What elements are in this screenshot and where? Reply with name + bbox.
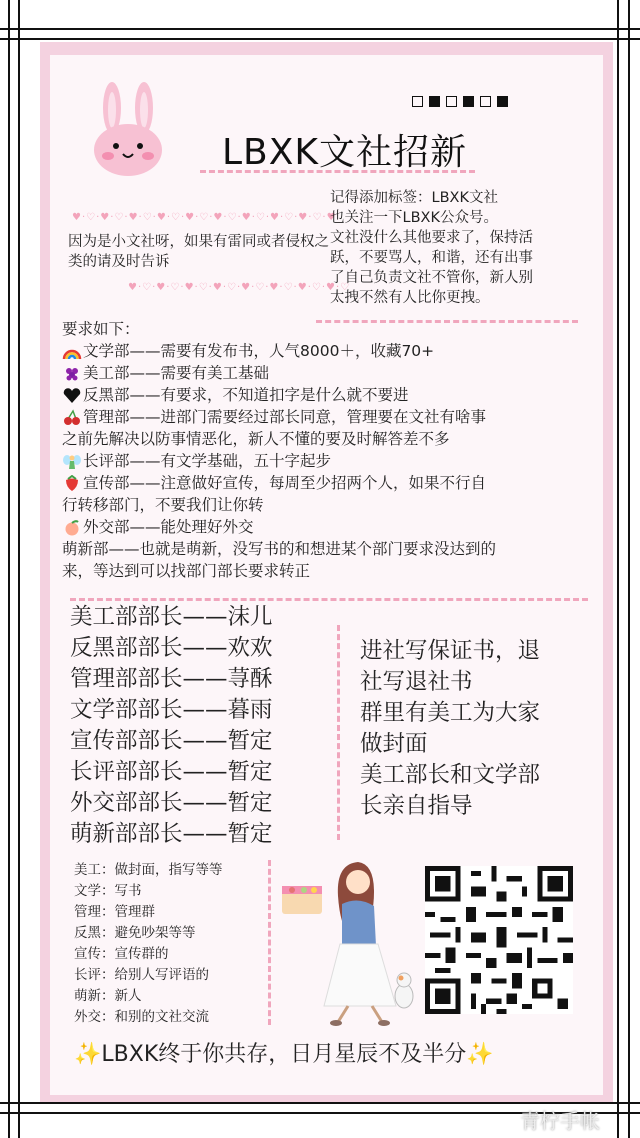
- frame-line: [0, 38, 640, 40]
- legend-item: 反黑：避免吵架等等: [74, 925, 196, 941]
- left-note: 因为是小文社呀，如果有雷同或者侵权之类的请及时告诉: [68, 234, 329, 270]
- fairy-icon: [62, 453, 82, 470]
- requirement-item: [62, 428, 602, 450]
- note-line: 文社没什么其他要求了，保持活: [330, 230, 533, 246]
- girl-illustration: [278, 856, 418, 1026]
- requirement-text: 萌新部——也就是萌新，没写书的和想进某个部门要求没达到的: [62, 540, 497, 558]
- requirements-section: [62, 318, 602, 582]
- watermark: [520, 1105, 600, 1134]
- heart-border: ♥·♡·♥·♡·♥·♡·♥·♡·♥·♡·♥·♡·♥·♡·♥·♡: [128, 282, 351, 293]
- requirement-item: [62, 516, 602, 538]
- footer-slogan: [74, 1037, 494, 1068]
- rainbow-icon: [62, 343, 82, 360]
- footer-text: LBXK终于你共存，日月星辰不及半分: [101, 1042, 467, 1067]
- frame-line: [18, 0, 20, 1138]
- notice-line: 群里有美工为大家: [360, 700, 541, 726]
- watermark-text: 青柠手帐: [520, 1109, 600, 1133]
- peach-icon: [62, 519, 82, 536]
- requirement-item: [62, 472, 602, 494]
- frame-line: [0, 1102, 640, 1104]
- note-line: 也关注一下LBXK公众号。: [330, 210, 498, 226]
- vertical-divider: [268, 860, 271, 1025]
- leader-item: 美工部部长——沫儿: [70, 604, 273, 630]
- strawberry-icon: [62, 475, 82, 492]
- requirements-heading: 要求如下：: [62, 320, 140, 338]
- requirement-text: 行转移部门，不要我们让你转: [62, 496, 264, 514]
- black-heart-icon: [62, 387, 82, 404]
- requirement-text: 外交部——能处理好外交: [83, 518, 254, 536]
- legend-item: 长评：给别人写评语的: [74, 967, 209, 983]
- grapes-icon: [62, 365, 82, 382]
- leader-item: 文学部部长——暮雨: [70, 697, 273, 723]
- requirement-item: [62, 560, 602, 582]
- note-line: 记得添加标签：LBXK文社: [330, 190, 498, 206]
- qr-code-image: [425, 866, 573, 1014]
- legend-item: 外交：和别的文社交流: [74, 1009, 209, 1025]
- vertical-divider: [337, 625, 340, 840]
- note-line: 了自己负责文社不管你，新人别: [330, 270, 533, 286]
- right-note: [330, 188, 590, 308]
- requirement-text: 文学部——需要有发布书，人气8000＋，收藏70+: [83, 342, 435, 360]
- frame-line: [0, 28, 640, 30]
- sparkles-icon: ✨: [466, 1042, 494, 1067]
- requirement-item: [62, 538, 602, 560]
- requirement-item: [62, 494, 602, 516]
- requirement-text: 美工部——需要有美工基础: [83, 364, 270, 382]
- notice-line: 社写退社书: [360, 669, 473, 695]
- square-decoration: [412, 96, 508, 107]
- notice-section: [360, 636, 588, 822]
- bunny-icon: [88, 80, 168, 180]
- leader-item: 反黑部部长——欢欢: [70, 635, 273, 661]
- leader-item: 宣传部部长——暂定: [70, 728, 273, 754]
- requirement-item: [62, 450, 602, 472]
- divider: [70, 598, 588, 601]
- legend-list: [74, 860, 223, 1028]
- notice-line: 长亲自指导: [360, 793, 473, 819]
- leader-item: 萌新部部长——暂定: [70, 821, 273, 847]
- legend-item: 宣传：宣传群的: [74, 946, 169, 962]
- requirement-text: 宣传部——注意做好宣传，每周至少招两个人，如果不行自: [83, 474, 487, 492]
- frame-line: [617, 0, 619, 1138]
- legend-item: 美工：做封面，指写等等: [74, 862, 223, 878]
- leader-item: 长评部部长——暂定: [70, 759, 273, 785]
- requirement-text: 来，等达到可以找部门部长要求转正: [62, 562, 311, 580]
- requirement-text: 反黑部——有要求，不知道扣字是什么就不要进: [83, 386, 409, 404]
- note-line: 太拽不然有人比你更拽。: [330, 290, 490, 306]
- legend-item: 文学：写书: [74, 883, 142, 899]
- legend-item: 萌新：新人: [74, 988, 142, 1004]
- requirement-item: [62, 384, 602, 406]
- cherries-icon: [62, 409, 82, 426]
- notice-line: 做封面: [360, 731, 428, 757]
- requirement-text: 之前先解决以防事情恶化，新人不懂的要及时解答差不多: [62, 430, 450, 448]
- page-title: LBXK文社招新: [222, 132, 468, 173]
- sparkles-icon: ✨: [74, 1042, 102, 1067]
- notice-line: 进社写保证书，退: [360, 638, 541, 664]
- notice-line: 美工部长和文学部: [360, 762, 541, 788]
- leaders-list: [70, 602, 273, 850]
- frame-line: [8, 0, 10, 1138]
- divider: [200, 170, 475, 173]
- frame-line: [628, 0, 630, 1138]
- note-line: 跃，不要骂人，和谐，还有出事: [330, 250, 533, 266]
- heart-border: ♥·♡·♥·♡·♥·♡·♥·♡·♥·♡·♥·♡·♥·♡·♥·♡·♥·♡·♥: [72, 212, 337, 223]
- requirement-item: [62, 340, 602, 362]
- leader-item: 管理部部长——荨酥: [70, 666, 273, 692]
- requirement-item: [62, 406, 602, 428]
- legend-item: 管理：管理群: [74, 904, 155, 920]
- leader-item: 外交部部长——暂定: [70, 790, 273, 816]
- requirement-text: 长评部——有文学基础，五十字起步: [83, 452, 332, 470]
- requirement-item: [62, 362, 602, 384]
- requirement-text: 管理部——进部门需要经过部长同意，管理要在文社有啥事: [83, 408, 487, 426]
